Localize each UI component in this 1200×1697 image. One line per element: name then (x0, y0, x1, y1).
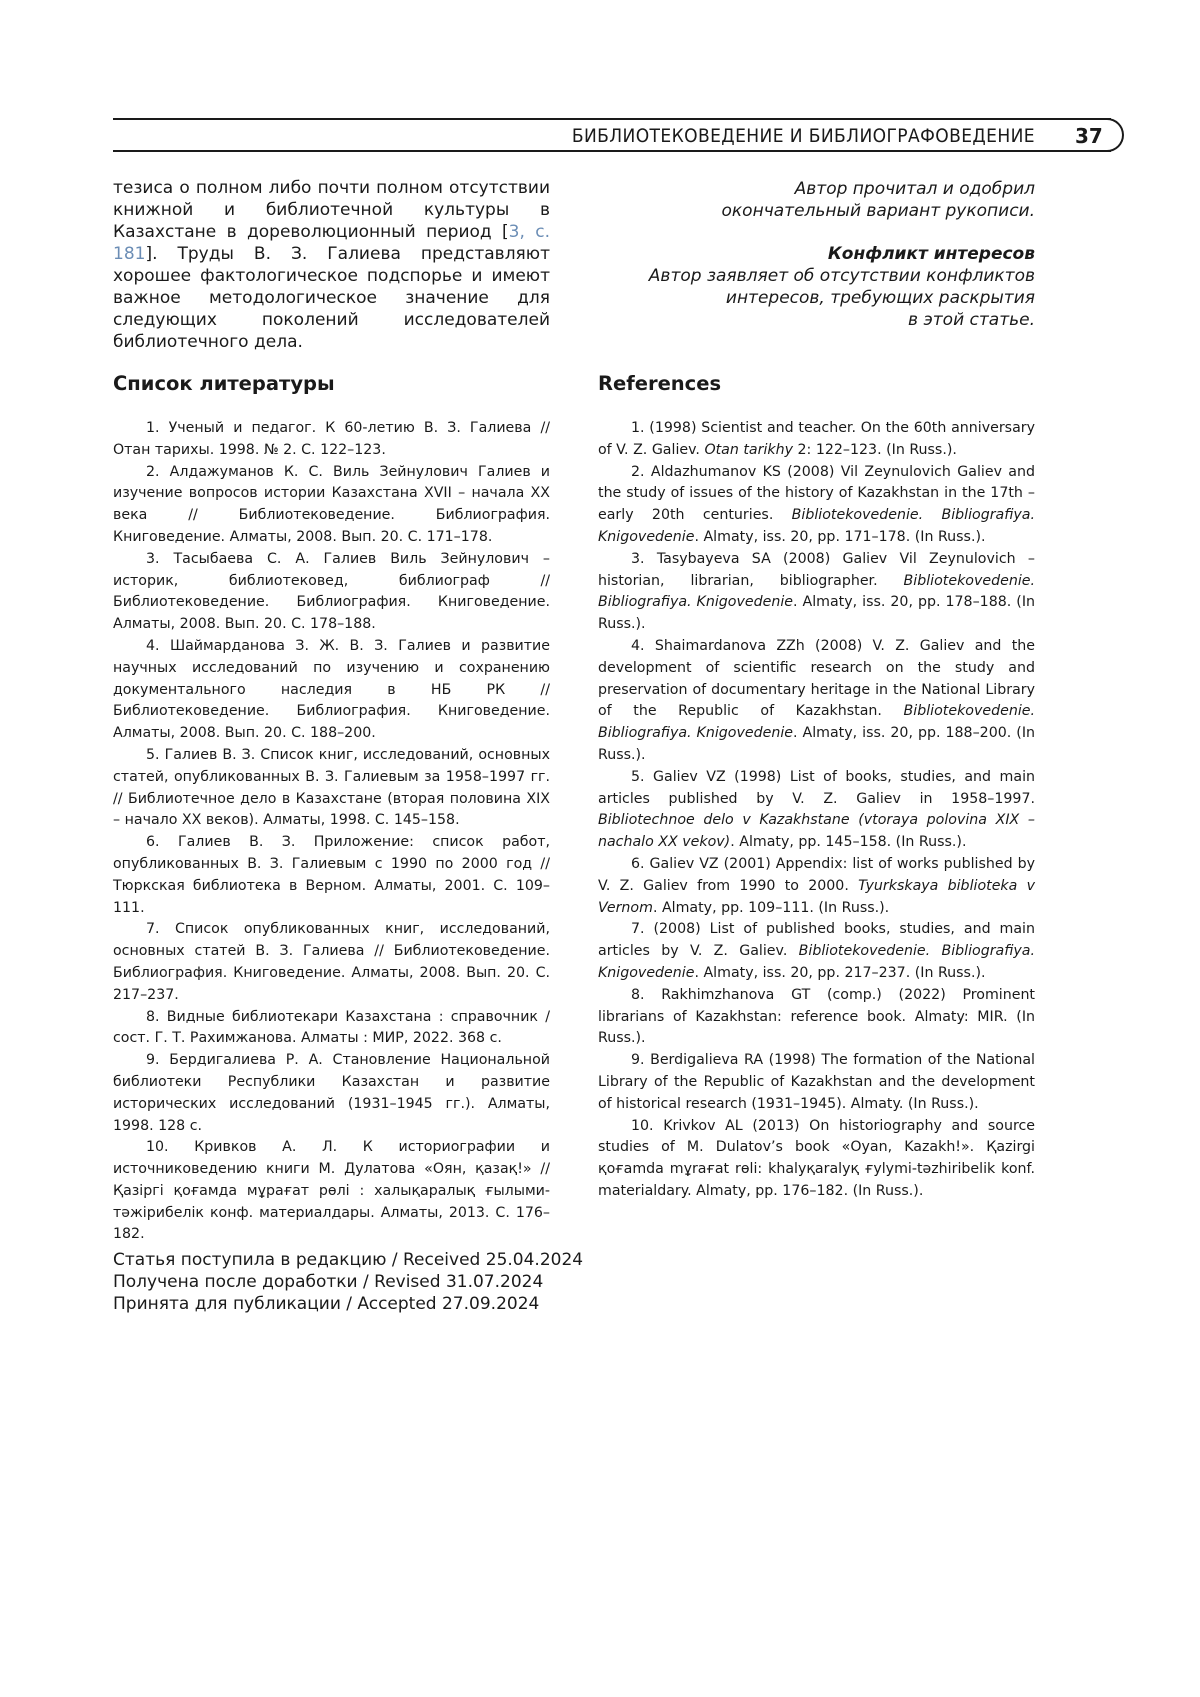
reference-item: 10. Krivkov AL (2013) On historiography and source studies of M. Dulatov’s book «Oyan, Kazakh!». Қazirgi қoғamda mұraғat rөli: khalyқaralyқ ғylymi-tәzhiribelik konf. materialdary. Almaty, pp. 176–182. (In Russ.). (598, 1116, 1035, 1203)
accepted-date: Принята для публикации / Accepted 27.09.2024 (113, 1293, 583, 1315)
intro-paragraph (113, 177, 550, 353)
conflict-of-interest (598, 243, 1035, 331)
literature-item: 3. Тасыбаева С. А. Галиев Виль Зейнулович – историк, библиотековед, библиограф // Библиотековедение. Библиография. Книговедение. Алматы, 2008. Вып. 20. С. 178–188. (113, 549, 550, 636)
reference-item: 5. Galiev VZ (1998) List of books, studies, and main articles published by V. Z. Galiev in 1958–1997. Bibliotechnoe delo v Kazakhstane (vtoraya polovina XIX – nachalo XX vekov). Almaty, pp. 145–158. (In Russ.). (598, 767, 1035, 854)
reference-item: 1. (1998) Scientist and teacher. On the 60th anniversary of V. Z. Galiev. Otan tarikhy 2: 122–123. (In Russ.). (598, 418, 1035, 462)
literature-item: 5. Галиев В. З. Список книг, исследований, основных статей, опубликованных В. З. Галиевым за 1958–1997 гг. // Библиотечное дело в Казахстане (вторая половина XIX – начало XX веков). Алматы, 1998. С. 145–158. (113, 745, 550, 832)
literature-item: 6. Галиев В. З. Приложение: список работ, опубликованных В. З. Галиевым с 1990 по 2000 год // Тюркская библиотека в Верном. Алматы, 2001. С. 109–111. (113, 832, 550, 919)
header-bottom-rule (113, 150, 1111, 152)
conflict-title: Конфликт интересов (598, 243, 1035, 265)
conflict-line: интересов, требующих раскрытия (598, 287, 1035, 309)
references-heading: References (598, 372, 1035, 395)
header-top-rule (113, 118, 1111, 120)
author-note-line: окончательный вариант рукописи. (598, 200, 1035, 222)
conflict-line: Автор заявляет об отсутствии конфликтов (598, 265, 1035, 287)
literature-item: 2. Алдажуманов К. С. Виль Зейнулович Галиев и изучение вопросов истории Казахстана XVII – начала XX века // Библиотековедение. Библиография. Книговедение. Алматы, 2008. Вып. 20. С. 171–178. (113, 462, 550, 549)
literature-item: 9. Бердигалиева Р. А. Становление Национальной библиотеки Республики Казахстан и развитие исторических исследований (1931–1945 гг.). Алматы, 1998. 128 с. (113, 1050, 550, 1137)
citation-link[interactable]: 3, с. 181 (113, 222, 550, 264)
literature-item: 1. Ученый и педагог. К 60-летию В. З. Галиева // Отан тарихы. 1998. № 2. С. 122–123. (113, 418, 550, 462)
intro-text-after: ]. Труды В. З. Галиева представляют хорошее фактологическое подспорье и имеют важное методологическое значение для следующих поколений исследователей библиотечного дела. (113, 244, 550, 352)
literature-item: 10. Кривков А. Л. К историографии и источниковедению книги М. Дулатова «Оян, қазақ!» // Қазіргі қоғамда мұрағат рөлі : халықаралық ғылыми-тәжірибелік конф. материалдары. Алматы, 2013. С. 176–182. (113, 1137, 550, 1246)
author-approval-note (598, 178, 1035, 222)
reference-item: 4. Shaimardanova ZZh (2008) V. Z. Galiev and the development of scientific research on the study and preservation of documentary heritage in the National Library of the Republic of Kazakhstan. Bibliotekovedenie. Bibliografiya. Knigovedenie. Almaty, iss. 20, pp. 188–200. (In Russ.). (598, 636, 1035, 767)
page-number: 37 (1075, 124, 1103, 148)
conflict-line: в этой статье. (598, 309, 1035, 331)
literature-item: 4. Шаймарданова З. Ж. В. З. Галиев и развитие научных исследований по изучению и сохранению документального наследия в НБ РК // Библиотековедение. Библиография. Книговедение. Алматы, 2008. Вып. 20. С. 188–200. (113, 636, 550, 745)
literature-item: 8. Видные библиотекари Казахстана : справочник / сост. Г. Т. Рахимжанова. Алматы : МИР, 2022. 368 с. (113, 1007, 550, 1051)
literature-list (113, 418, 550, 1246)
running-header: БИБЛИОТЕКОВЕДЕНИЕ И БИБЛИОГРАФОВЕДЕНИЕ (520, 125, 1035, 147)
literature-item: 7. Список опубликованных книг, исследований, основных статей В. З. Галиева // Библиотековедение. Библиография. Книговедение. Алматы, 2008. Вып. 20. С. 217–237. (113, 919, 550, 1006)
references-list (598, 418, 1035, 1203)
reference-item: 2. Aldazhumanov KS (2008) Vil Zeynulovich Galiev and the study of issues of the history of Kazakhstan in the 17th – early 20th centuries. Bibliotekovedenie. Bibliografiya. Knigovedenie. Almaty, iss. 20, pp. 171–178. (In Russ.). (598, 462, 1035, 549)
reference-item: 9. Berdigalieva RA (1998) The formation of the National Library of the Republic of Kazakhstan and the development of historical research (1931–1945). Almaty. (In Russ.). (598, 1050, 1035, 1115)
received-date: Статья поступила в редакцию / Received 25.04.2024 (113, 1249, 583, 1271)
reference-item: 7. (2008) List of published books, studies, and main articles by V. Z. Galiev. Bibliotekovedenie. Bibliografiya. Knigovedenie. Almaty, iss. 20, pp. 217–237. (In Russ.). (598, 919, 1035, 984)
intro-text-before: тезиса о полном либо почти полном отсутствии книжной и библиотечной культуры в Казахстане в дореволюционный период [ (113, 178, 550, 242)
revised-date: Получена после доработки / Revised 31.07.2024 (113, 1271, 583, 1293)
reference-item: 6. Galiev VZ (2001) Appendix: list of works published by V. Z. Galiev from 1990 to 2000. Tyurkskaya biblioteka v Vernom. Almaty, pp. 109–111. (In Russ.). (598, 854, 1035, 919)
author-note-line: Автор прочитал и одобрил (598, 178, 1035, 200)
reference-item: 3. Tasybayeva SA (2008) Galiev Vil Zeynulovich – historian, librarian, bibliographer. Bibliotekovedenie. Bibliografiya. Knigovedenie. Almaty, iss. 20, pp. 178–188. (In Russ.). (598, 549, 1035, 636)
article-dates (113, 1249, 583, 1315)
literature-heading: Список литературы (113, 372, 550, 395)
reference-item: 8. Rakhimzhanova GT (comp.) (2022) Prominent librarians of Kazakhstan: reference book. Almaty: MIR. (In Russ.). (598, 985, 1035, 1050)
